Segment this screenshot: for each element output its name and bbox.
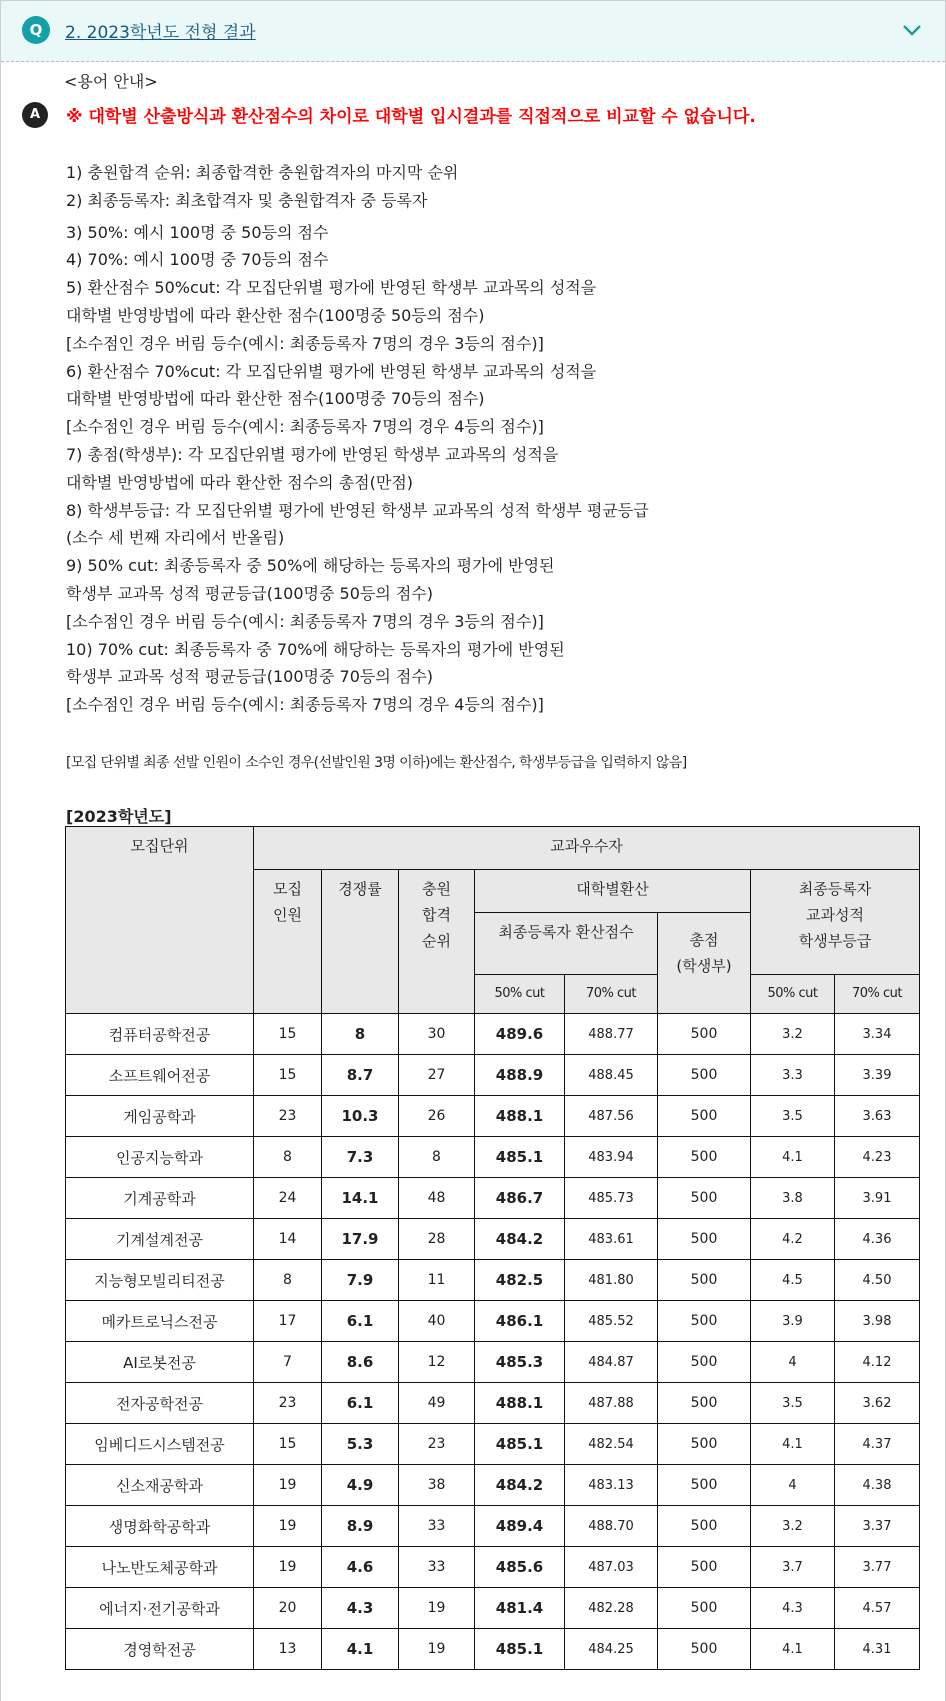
grade-70-cut-cell: 3.34 bbox=[835, 1014, 920, 1055]
definition-line: 학생부 교과목 성적 평균등급(100명중 50등의 점수) bbox=[66, 583, 434, 603]
table-row bbox=[66, 1547, 920, 1588]
table-row bbox=[66, 1219, 920, 1260]
grade-70-cut-cell: 3.77 bbox=[835, 1547, 920, 1588]
question-badge: Q bbox=[22, 16, 50, 44]
total-score-cell: 500 bbox=[658, 1096, 751, 1137]
conv-50-cut-cell: 485.1 bbox=[475, 1629, 565, 1670]
competition-ratio-cell: 4.6 bbox=[322, 1547, 399, 1588]
competition-ratio-cell: 4.3 bbox=[322, 1588, 399, 1629]
waitlist-rank-cell: 33 bbox=[399, 1506, 475, 1547]
conv-70-cut-cell: 488.70 bbox=[565, 1506, 658, 1547]
grade-50-cut-cell: 3.5 bbox=[751, 1096, 835, 1137]
conv-70-cut-cell: 485.52 bbox=[565, 1301, 658, 1342]
definition-line: 7) 총점(학생부): 각 모집단위별 평가에 반영된 학생부 교과목의 성적을 bbox=[66, 444, 559, 464]
total-score-cell: 500 bbox=[658, 1465, 751, 1506]
grade-70-cut-cell: 3.39 bbox=[835, 1055, 920, 1096]
waitlist-rank-cell: 12 bbox=[399, 1342, 475, 1383]
waitlist-rank-cell: 8 bbox=[399, 1137, 475, 1178]
total-score-cell: 500 bbox=[658, 1342, 751, 1383]
year-label: [2023학년도] bbox=[66, 807, 172, 826]
definition-line: [소수점인 경우 버림 등수(예시: 최종등록자 7명의 경우 3등의 점수)] bbox=[66, 333, 544, 353]
conv-70-cut-cell: 482.54 bbox=[565, 1424, 658, 1465]
unit-name-cell: 기계공학과 bbox=[66, 1178, 254, 1219]
conv-70-cut-cell: 484.87 bbox=[565, 1342, 658, 1383]
header-grade: 최종등록자 교과성적 학생부등급 bbox=[751, 870, 920, 975]
unit-name-cell: 생명화학공학과 bbox=[66, 1506, 254, 1547]
waitlist-rank-cell: 19 bbox=[399, 1588, 475, 1629]
total-score-cell: 500 bbox=[658, 1137, 751, 1178]
competition-ratio-cell: 7.9 bbox=[322, 1260, 399, 1301]
table-row bbox=[66, 1055, 920, 1096]
header-quota: 모집 인원 bbox=[254, 870, 322, 1014]
conv-50-cut-cell: 485.1 bbox=[475, 1424, 565, 1465]
total-score-cell: 500 bbox=[658, 1424, 751, 1465]
quota-cell: 19 bbox=[254, 1506, 322, 1547]
grade-50-cut-cell: 3.5 bbox=[751, 1383, 835, 1424]
unit-name-cell: 컴퓨터공학전공 bbox=[66, 1014, 254, 1055]
waitlist-rank-cell: 48 bbox=[399, 1178, 475, 1219]
unit-name-cell: 임베디드시스템전공 bbox=[66, 1424, 254, 1465]
table-row bbox=[66, 1383, 920, 1424]
waitlist-rank-cell: 49 bbox=[399, 1383, 475, 1424]
table-row bbox=[66, 1014, 920, 1055]
total-score-cell: 500 bbox=[658, 1014, 751, 1055]
grade-70-cut-cell: 4.36 bbox=[835, 1219, 920, 1260]
conv-50-cut-cell: 489.4 bbox=[475, 1506, 565, 1547]
unit-name-cell: 전자공학전공 bbox=[66, 1383, 254, 1424]
grade-50-cut-cell: 3.3 bbox=[751, 1055, 835, 1096]
header-rank: 충원 합격 순위 bbox=[399, 870, 475, 1014]
table-row bbox=[66, 1629, 920, 1670]
header-grade-70-cut: 70% cut bbox=[835, 975, 920, 1014]
unit-name-cell: 기계설계전공 bbox=[66, 1219, 254, 1260]
conv-50-cut-cell: 484.2 bbox=[475, 1465, 565, 1506]
conv-70-cut-cell: 483.94 bbox=[565, 1137, 658, 1178]
grade-70-cut-cell: 3.63 bbox=[835, 1096, 920, 1137]
waitlist-rank-cell: 38 bbox=[399, 1465, 475, 1506]
results-table bbox=[65, 826, 920, 1670]
conv-50-cut-cell: 488.1 bbox=[475, 1383, 565, 1424]
definition-line: 대학별 반영방법에 따라 환산한 점수(100명중 50등의 점수) bbox=[66, 305, 485, 325]
question-header[interactable] bbox=[1, 1, 945, 62]
waitlist-rank-cell: 28 bbox=[399, 1219, 475, 1260]
conv-50-cut-cell: 488.9 bbox=[475, 1055, 565, 1096]
conv-50-cut-cell: 485.1 bbox=[475, 1137, 565, 1178]
quota-cell: 19 bbox=[254, 1465, 322, 1506]
competition-ratio-cell: 8.6 bbox=[322, 1342, 399, 1383]
header-grade-50-cut: 50% cut bbox=[751, 975, 835, 1014]
grade-70-cut-cell: 4.57 bbox=[835, 1588, 920, 1629]
conv-70-cut-cell: 482.28 bbox=[565, 1588, 658, 1629]
total-score-cell: 500 bbox=[658, 1588, 751, 1629]
conv-50-cut-cell: 482.5 bbox=[475, 1260, 565, 1301]
quota-cell: 7 bbox=[254, 1342, 322, 1383]
total-score-cell: 500 bbox=[658, 1219, 751, 1260]
conv-50-cut-cell: 485.6 bbox=[475, 1547, 565, 1588]
definition-line: 학생부 교과목 성적 평균등급(100명중 70등의 점수) bbox=[66, 667, 434, 687]
term-definitions bbox=[66, 159, 649, 719]
competition-ratio-cell: 6.1 bbox=[322, 1301, 399, 1342]
competition-ratio-cell: 6.1 bbox=[322, 1383, 399, 1424]
conv-70-cut-cell: 488.45 bbox=[565, 1055, 658, 1096]
grade-50-cut-cell: 3.7 bbox=[751, 1547, 835, 1588]
quota-cell: 23 bbox=[254, 1383, 322, 1424]
definition-line: 10) 70% cut: 최종등록자 중 70%에 해당하는 등록자의 평가에 반영된 bbox=[66, 639, 565, 659]
conv-70-cut-cell: 487.56 bbox=[565, 1096, 658, 1137]
quota-cell: 15 bbox=[254, 1424, 322, 1465]
waitlist-rank-cell: 23 bbox=[399, 1424, 475, 1465]
header-conv-70-cut: 70% cut bbox=[565, 975, 658, 1014]
conv-70-cut-cell: 484.25 bbox=[565, 1629, 658, 1670]
competition-ratio-cell: 10.3 bbox=[322, 1096, 399, 1137]
competition-ratio-cell: 8.7 bbox=[322, 1055, 399, 1096]
grade-50-cut-cell: 4 bbox=[751, 1342, 835, 1383]
total-score-cell: 500 bbox=[658, 1301, 751, 1342]
definition-line: [소수점인 경우 버림 등수(예시: 최종등록자 7명의 경우 3등의 점수)] bbox=[66, 611, 544, 631]
unit-name-cell: AI로봇전공 bbox=[66, 1342, 254, 1383]
grade-50-cut-cell: 4.5 bbox=[751, 1260, 835, 1301]
definition-line: 6) 환산점수 70%cut: 각 모집단위별 평가에 반영된 학생부 교과목의 성적을 bbox=[66, 361, 597, 381]
quota-cell: 20 bbox=[254, 1588, 322, 1629]
conv-70-cut-cell: 483.13 bbox=[565, 1465, 658, 1506]
definition-line: [소수점인 경우 버림 등수(예시: 최종등록자 7명의 경우 4등의 점수)] bbox=[66, 695, 544, 715]
header-univ-conv: 대학별환산 bbox=[475, 870, 751, 913]
conv-50-cut-cell: 489.6 bbox=[475, 1014, 565, 1055]
grade-70-cut-cell: 3.37 bbox=[835, 1506, 920, 1547]
table-row bbox=[66, 1301, 920, 1342]
waitlist-rank-cell: 26 bbox=[399, 1096, 475, 1137]
unit-name-cell: 지능형모빌리티전공 bbox=[66, 1260, 254, 1301]
definition-line: 대학별 반영방법에 따라 환산한 점수의 총점(만점) bbox=[66, 472, 414, 492]
quota-cell: 23 bbox=[254, 1096, 322, 1137]
definition-line: 9) 50% cut: 최종등록자 중 50%에 해당하는 등록자의 평가에 반영된 bbox=[66, 556, 555, 576]
answer-badge: A bbox=[22, 102, 48, 128]
grade-50-cut-cell: 4.3 bbox=[751, 1588, 835, 1629]
total-score-cell: 500 bbox=[658, 1506, 751, 1547]
grade-70-cut-cell: 4.50 bbox=[835, 1260, 920, 1301]
quota-cell: 15 bbox=[254, 1014, 322, 1055]
definition-line: 8) 학생부등급: 각 모집단위별 평가에 반영된 학생부 교과목의 성적 학생부 평균등급 bbox=[66, 500, 649, 520]
unit-name-cell: 소프트웨어전공 bbox=[66, 1055, 254, 1096]
definition-line: 3) 50%: 예시 100명 중 50등의 점수 bbox=[66, 222, 329, 242]
grade-70-cut-cell: 4.31 bbox=[835, 1629, 920, 1670]
warning-text: ※ 대학별 산출방식과 환산점수의 차이로 대학별 입시결과를 직접적으로 비교할 수 없습니다. bbox=[66, 107, 756, 127]
waitlist-rank-cell: 40 bbox=[399, 1301, 475, 1342]
waitlist-rank-cell: 19 bbox=[399, 1629, 475, 1670]
conv-70-cut-cell: 488.77 bbox=[565, 1014, 658, 1055]
definition-line: 대학별 반영방법에 따라 환산한 점수(100명중 70등의 점수) bbox=[66, 389, 485, 409]
table-row bbox=[66, 1137, 920, 1178]
quota-cell: 8 bbox=[254, 1260, 322, 1301]
grade-70-cut-cell: 4.38 bbox=[835, 1465, 920, 1506]
quota-cell: 19 bbox=[254, 1547, 322, 1588]
competition-ratio-cell: 5.3 bbox=[322, 1424, 399, 1465]
quota-cell: 8 bbox=[254, 1137, 322, 1178]
conv-70-cut-cell: 487.88 bbox=[565, 1383, 658, 1424]
header-conv-50-cut: 50% cut bbox=[475, 975, 565, 1014]
competition-ratio-cell: 4.1 bbox=[322, 1629, 399, 1670]
definition-line: 5) 환산점수 50%cut: 각 모집단위별 평가에 반영된 학생부 교과목의 성적을 bbox=[66, 278, 597, 298]
competition-ratio-cell: 14.1 bbox=[322, 1178, 399, 1219]
grade-50-cut-cell: 3.2 bbox=[751, 1014, 835, 1055]
conv-70-cut-cell: 487.03 bbox=[565, 1547, 658, 1588]
chevron-down-icon[interactable] bbox=[901, 19, 923, 41]
conv-50-cut-cell: 484.2 bbox=[475, 1219, 565, 1260]
competition-ratio-cell: 8 bbox=[322, 1014, 399, 1055]
guide-title: <용어 안내> bbox=[64, 72, 158, 91]
grade-50-cut-cell: 4 bbox=[751, 1465, 835, 1506]
table-row bbox=[66, 1465, 920, 1506]
definition-line: 4) 70%: 예시 100명 중 70등의 점수 bbox=[66, 250, 329, 270]
unit-name-cell: 게임공학과 bbox=[66, 1096, 254, 1137]
grade-70-cut-cell: 3.62 bbox=[835, 1383, 920, 1424]
grade-50-cut-cell: 3.8 bbox=[751, 1178, 835, 1219]
conv-50-cut-cell: 485.3 bbox=[475, 1342, 565, 1383]
conv-70-cut-cell: 485.73 bbox=[565, 1178, 658, 1219]
grade-70-cut-cell: 3.98 bbox=[835, 1301, 920, 1342]
waitlist-rank-cell: 33 bbox=[399, 1547, 475, 1588]
header-unit: 모집단위 bbox=[66, 827, 254, 1014]
total-score-cell: 500 bbox=[658, 1629, 751, 1670]
unit-name-cell: 메카트로닉스전공 bbox=[66, 1301, 254, 1342]
unit-name-cell: 나노반도체공학과 bbox=[66, 1547, 254, 1588]
unit-name-cell: 신소재공학과 bbox=[66, 1465, 254, 1506]
header-group: 교과우수자 bbox=[254, 827, 920, 870]
conv-50-cut-cell: 486.7 bbox=[475, 1178, 565, 1219]
waitlist-rank-cell: 27 bbox=[399, 1055, 475, 1096]
table-row bbox=[66, 1342, 920, 1383]
total-score-cell: 500 bbox=[658, 1547, 751, 1588]
grade-70-cut-cell: 4.23 bbox=[835, 1137, 920, 1178]
competition-ratio-cell: 7.3 bbox=[322, 1137, 399, 1178]
table-row bbox=[66, 1178, 920, 1219]
conv-50-cut-cell: 488.1 bbox=[475, 1096, 565, 1137]
total-score-cell: 500 bbox=[658, 1178, 751, 1219]
quota-cell: 24 bbox=[254, 1178, 322, 1219]
question-title-link[interactable]: 2. 2023학년도 전형 결과 bbox=[65, 23, 256, 43]
table-row bbox=[66, 1588, 920, 1629]
table-row bbox=[66, 1506, 920, 1547]
competition-ratio-cell: 17.9 bbox=[322, 1219, 399, 1260]
grade-70-cut-cell: 4.12 bbox=[835, 1342, 920, 1383]
table-row bbox=[66, 1096, 920, 1137]
grade-50-cut-cell: 4.1 bbox=[751, 1424, 835, 1465]
grade-50-cut-cell: 4.1 bbox=[751, 1137, 835, 1178]
grade-70-cut-cell: 4.37 bbox=[835, 1424, 920, 1465]
quota-cell: 17 bbox=[254, 1301, 322, 1342]
quota-cell: 14 bbox=[254, 1219, 322, 1260]
unit-name-cell: 인공지능학과 bbox=[66, 1137, 254, 1178]
header-total: 총점 (학생부) bbox=[658, 913, 751, 1014]
quota-cell: 13 bbox=[254, 1629, 322, 1670]
header-final-conv: 최종등록자 환산점수 bbox=[475, 913, 658, 975]
notice-text: [모집 단위별 최종 선발 인원이 소수인 경우(선발인원 3명 이하)에는 환산점수, 학생부등급을 입력하지 않음] bbox=[66, 755, 687, 771]
definition-line: 2) 최종등록자: 최초합격자 및 충원합격자 중 등록자 bbox=[66, 190, 428, 210]
waitlist-rank-cell: 30 bbox=[399, 1014, 475, 1055]
conv-50-cut-cell: 481.4 bbox=[475, 1588, 565, 1629]
unit-name-cell: 에너지·전기공학과 bbox=[66, 1588, 254, 1629]
grade-50-cut-cell: 3.2 bbox=[751, 1506, 835, 1547]
table-row bbox=[66, 1424, 920, 1465]
total-score-cell: 500 bbox=[658, 1383, 751, 1424]
competition-ratio-cell: 8.9 bbox=[322, 1506, 399, 1547]
unit-name-cell: 경영학전공 bbox=[66, 1629, 254, 1670]
definition-line: [소수점인 경우 버림 등수(예시: 최종등록자 7명의 경우 4등의 점수)] bbox=[66, 417, 544, 437]
table-row bbox=[66, 1260, 920, 1301]
grade-50-cut-cell: 4.2 bbox=[751, 1219, 835, 1260]
grade-50-cut-cell: 4.1 bbox=[751, 1629, 835, 1670]
definition-line: 1) 충원합격 순위: 최종합격한 충원합격자의 마지막 순위 bbox=[66, 163, 459, 182]
grade-70-cut-cell: 3.91 bbox=[835, 1178, 920, 1219]
quota-cell: 15 bbox=[254, 1055, 322, 1096]
competition-ratio-cell: 4.9 bbox=[322, 1465, 399, 1506]
conv-70-cut-cell: 483.61 bbox=[565, 1219, 658, 1260]
conv-70-cut-cell: 481.80 bbox=[565, 1260, 658, 1301]
total-score-cell: 500 bbox=[658, 1055, 751, 1096]
waitlist-rank-cell: 11 bbox=[399, 1260, 475, 1301]
total-score-cell: 500 bbox=[658, 1260, 751, 1301]
header-ratio: 경쟁률 bbox=[322, 870, 399, 1014]
conv-50-cut-cell: 486.1 bbox=[475, 1301, 565, 1342]
grade-50-cut-cell: 3.9 bbox=[751, 1301, 835, 1342]
definition-line: (소수 세 번째 자리에서 반올림) bbox=[66, 528, 285, 548]
